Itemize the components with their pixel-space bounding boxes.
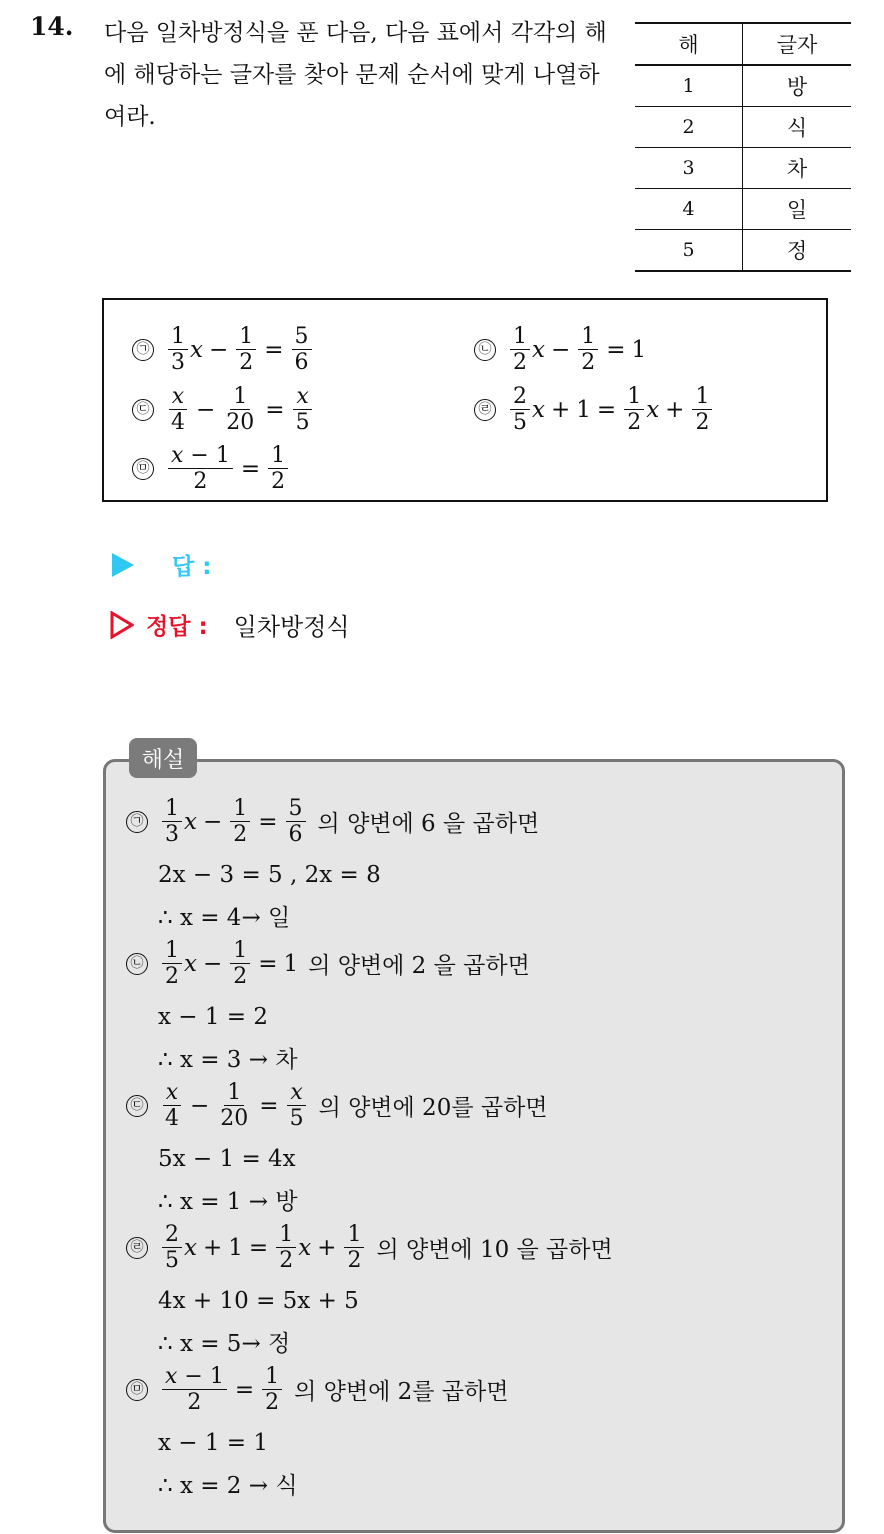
solution-step-5: ㉤ $\frac{x - 1}{2}$ = $\frac{1}{2}$ 의 양변에 2를 곱하면 (126, 1364, 508, 1415)
step-description: 의 양변에 2 을 곱하면 (308, 953, 530, 979)
marker-rieul: ㉣ (126, 1237, 148, 1259)
marker-digeut: ㉢ (132, 399, 154, 421)
step-result: ∴ x = 4→ 일 (158, 905, 291, 931)
step-description: 의 양변에 20를 곱하면 (318, 1095, 548, 1121)
step-result: ∴ x = 5→ 정 (158, 1331, 291, 1357)
correct-answer-row (110, 607, 350, 642)
step-line: 2x − 3 = 5 , 2x = 8 (158, 862, 381, 888)
step-description: 의 양변에 10 을 곱하면 (376, 1237, 613, 1263)
problem-4: ㉣ $\frac{2}{5}$ x + 1 = $\frac{1}{2}$ x + $\frac{1}{2}$ (474, 384, 714, 435)
table-cell-solution: 5 (635, 230, 743, 272)
marker-mieum: ㉤ (132, 458, 154, 480)
table-cell-letter: 정 (786, 239, 808, 263)
table-cell-solution: 1 (635, 65, 743, 107)
table-cell-solution: 4 (635, 189, 743, 230)
solution-step-4: ㉣ $\frac{2}{5}$ x + 1 = $\frac{1}{2}$ x + $\frac{1}{2}$ 의 양변에 10 을 곱하면 (126, 1222, 613, 1273)
table-cell-letter: 식 (786, 116, 808, 140)
table-row (635, 148, 851, 189)
marker-mieum: ㉤ (126, 1379, 148, 1401)
marker-digeut: ㉢ (126, 1095, 148, 1117)
solution-step-2: ㉡ $\frac{1}{2}$ x − $\frac{1}{2}$ = 1 의 양변에 2 을 곱하면 (126, 938, 530, 989)
marker-giyeok: ㉠ (126, 811, 148, 833)
step-line: 5x − 1 = 4x (158, 1146, 296, 1172)
table-row (635, 65, 851, 107)
correct-answer-value: 일차방정식 (233, 613, 350, 641)
table-row (635, 189, 851, 230)
step-line: x − 1 = 1 (158, 1430, 269, 1456)
table-cell-solution: 3 (635, 148, 743, 189)
step-description: 의 양변에 2를 곱하면 (294, 1379, 509, 1405)
step-result: ∴ x = 2 → 식 (158, 1473, 298, 1499)
problem-5: ㉤ $\frac{x - 1}{2}$ = $\frac{1}{2}$ (132, 443, 290, 494)
step-line: x − 1 = 2 (158, 1004, 269, 1030)
problem-3: ㉢ $\frac{x}{4}$ − $\frac{1}{20}$ = $\frac{x}{5}$ (132, 384, 315, 435)
correct-answer-label: 정답 : (146, 614, 208, 640)
table-cell-letter: 방 (786, 75, 808, 99)
table-cell-solution: 2 (635, 107, 743, 148)
play-triangle-icon (112, 553, 134, 577)
solution-step-1: ㉠ $\frac{1}{3}$ x − $\frac{1}{2}$ = $\frac{5}{6}$ 의 양변에 6 을 곱하면 (126, 796, 539, 847)
step-result: ∴ x = 1 → 방 (158, 1189, 298, 1215)
table-row (635, 107, 851, 148)
step-line: 4x + 10 = 5x + 5 (158, 1288, 359, 1314)
solution-step-3: ㉢ $\frac{x}{4}$ − $\frac{1}{20}$ = $\frac{x}{5}$ 의 양변에 20를 곱하면 (126, 1080, 548, 1131)
marker-rieul: ㉣ (474, 399, 496, 421)
solution-tag: 해설 (129, 738, 197, 778)
marker-nieun: ㉡ (126, 953, 148, 975)
step-description: 의 양변에 6 을 곱하면 (317, 811, 540, 837)
header-letter: 글자 (776, 33, 818, 57)
solution-letter-table (635, 22, 851, 272)
problem-2: ㉡ $\frac{1}{2}$ x − $\frac{1}{2}$ = 1 (474, 324, 646, 375)
table-row (635, 230, 851, 272)
table-cell-letter: 일 (786, 198, 808, 222)
table-header-row (635, 23, 851, 65)
outline-triangle-icon (110, 611, 134, 639)
answer-row (112, 548, 211, 581)
step-result: ∴ x = 3 → 차 (158, 1047, 298, 1073)
header-solution: 해 (635, 23, 743, 65)
table-cell-letter: 차 (786, 157, 808, 181)
answer-label: 답 : (172, 554, 212, 580)
marker-nieun: ㉡ (474, 339, 496, 361)
marker-giyeok: ㉠ (132, 339, 154, 361)
question-number: 14. (30, 12, 74, 41)
problem-1: ㉠ $\frac{1}{3}$ x − $\frac{1}{2}$ = $\frac{5}{6}$ (132, 324, 314, 375)
question-text: 다음 일차방정식을 푼 다음, 다음 표에서 각각의 해에 해당하는 글자를 찾아 문제 순서에 맞게 나열하여라. (104, 20, 607, 130)
